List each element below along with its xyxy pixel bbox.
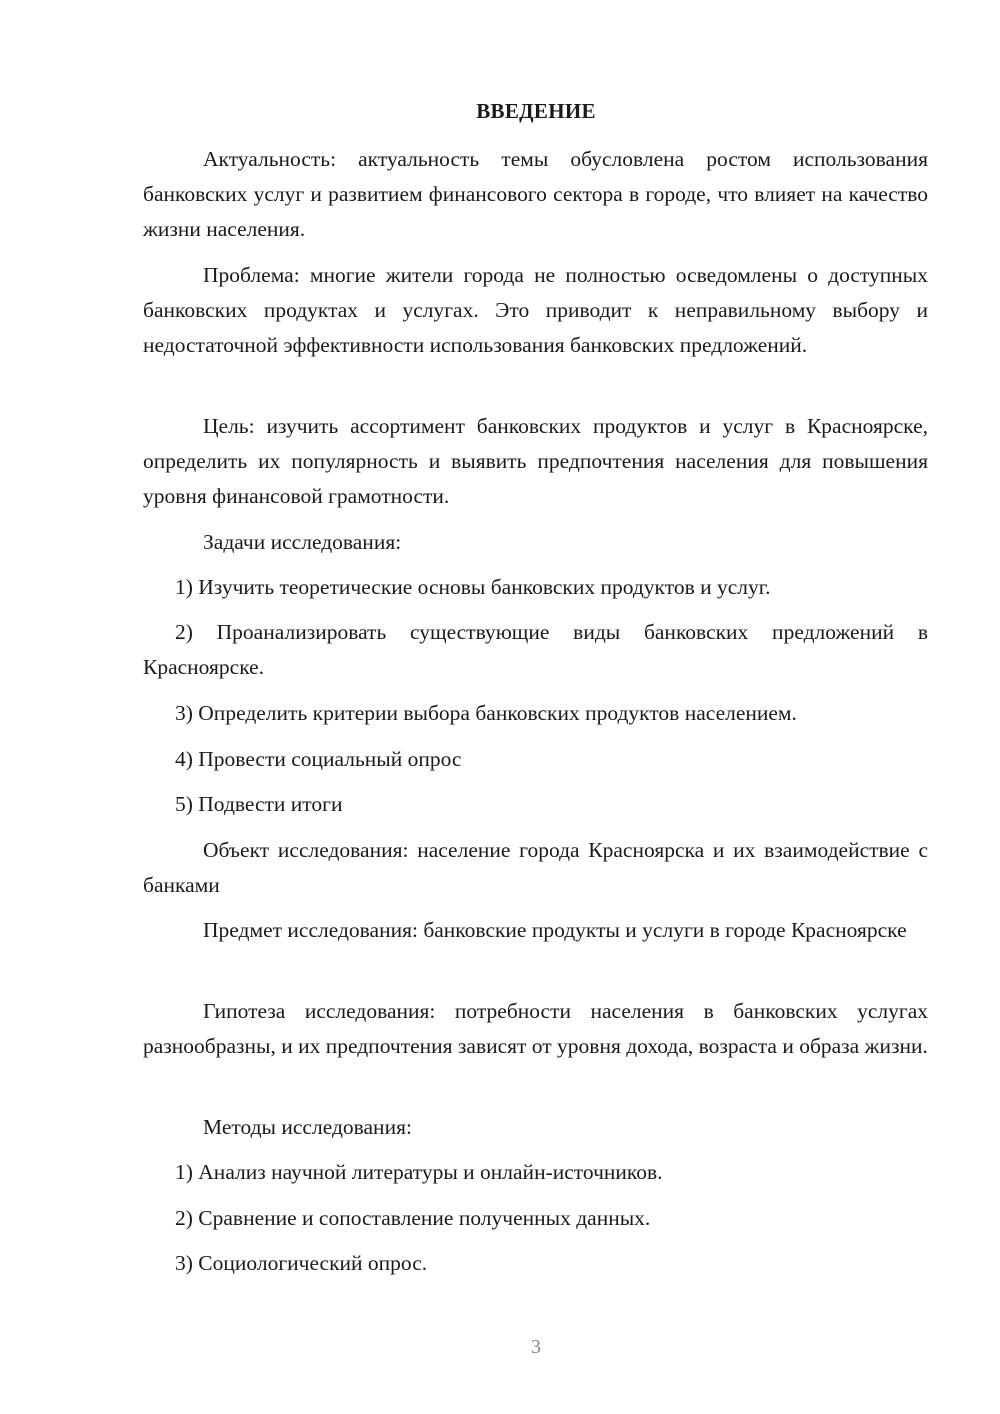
paragraph-subject: Предмет исследования: банковские продукты и услуги в городе Красноярске (203, 918, 907, 942)
method-item-3: 3) Социологический опрос. (175, 1251, 428, 1275)
methods-heading: Методы исследования: (203, 1115, 412, 1139)
page-title: ВВЕДЕНИЕ (476, 99, 596, 123)
task-item-5: 5) Подвести итоги (175, 792, 343, 816)
paragraph-goal: Цель: изучить ассортимент банковских продуктов и услуг в Красноярске, определить их популярность и выявить предпочтения населения для повышения уровня финансовой грамотности. (143, 414, 928, 508)
method-item-1: 1) Анализ научной литературы и онлайн-источников. (175, 1160, 663, 1184)
page-number: 3 (531, 1336, 541, 1358)
paragraph-problem: Проблема: многие жители города не полностью осведомлены о доступных банковских продуктах и услугах. Это приводит к неправильному выбору и недостаточной эффективности использования банковских предложений. (143, 263, 928, 357)
paragraph-hypothesis: Гипотеза исследования: потребности населения в банковских услугах разнообразны, и их предпочтения зависят от уровня дохода, возраста и образа жизни. (143, 999, 928, 1058)
tasks-heading: Задачи исследования: (203, 530, 402, 554)
task-item-3: 3) Определить критерии выбора банковских продуктов населением. (175, 701, 797, 725)
task-item-4: 4) Провести социальный опрос (175, 747, 462, 771)
paragraph-relevance: Актуальность: актуальность темы обусловлена ростом использования банковских услуг и развитием финансового сектора в городе, что влияет на качество жизни населения. (143, 147, 928, 241)
task-item-1: 1) Изучить теоретические основы банковских продуктов и услуг. (175, 575, 771, 599)
method-item-2: 2) Сравнение и сопоставление полученных данных. (175, 1206, 651, 1230)
paragraph-object: Объект исследования: население города Красноярска и их взаимодействие с банками (143, 838, 928, 897)
task-item-2: 2) Проанализировать существующие виды банковских предложений в Красноярске. (143, 620, 928, 679)
